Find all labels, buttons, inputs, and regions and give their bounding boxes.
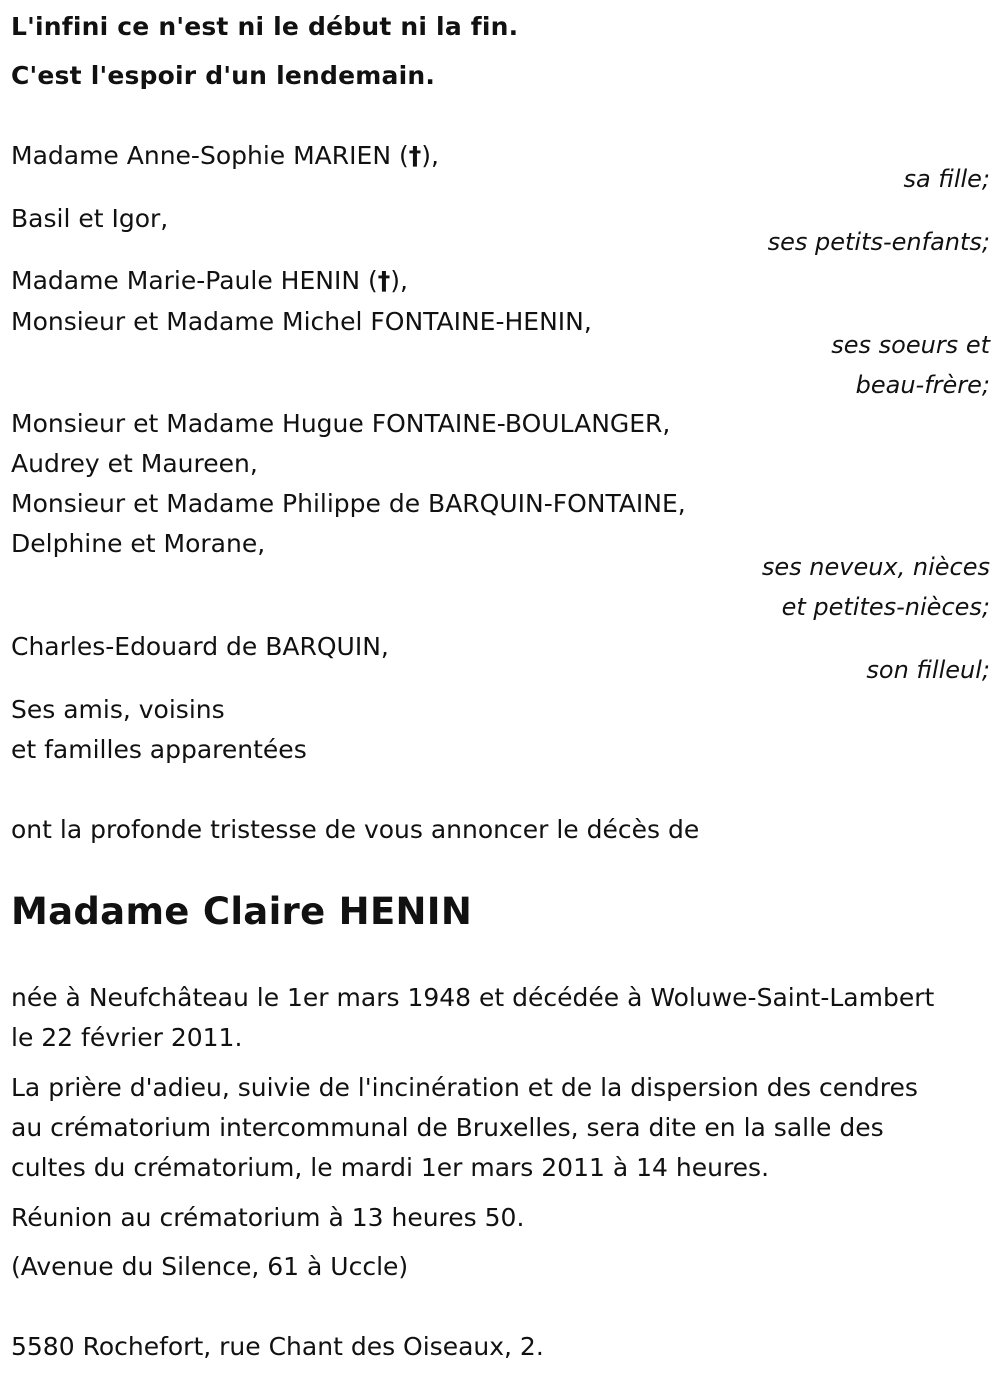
godson-name: Charles-Edouard de BARQUIN, <box>11 632 389 661</box>
sister-1-name <box>11 268 408 293</box>
ceremony-line-3: cultes du crématorium, le mardi 1er mars 2011 à 14 heures. <box>11 1153 770 1182</box>
nephews-line-1: Monsieur et Madame Hugue FONTAINE-BOULANGER, <box>11 409 671 438</box>
sister-1-name-prefix: Madame Marie-Paule HENIN ( <box>11 266 378 295</box>
deceased-name: Madame Claire HENIN <box>11 890 473 933</box>
quote-line-2: C'est l'espoir d'un lendemain. <box>11 61 436 90</box>
relation-nephews-line-1: ses neveux, nièces <box>761 553 990 581</box>
nephews-line-4: Delphine et Morane, <box>11 529 266 558</box>
announcement-text: ont la profonde tristesse de vous annoncer le décès de <box>11 815 700 844</box>
sister-1-name-suffix: ), <box>390 266 408 295</box>
nephews-line-2: Audrey et Maureen, <box>11 449 258 478</box>
meeting-time: Réunion au crématorium à 13 heures 50. <box>11 1203 525 1232</box>
relation-daughter: sa fille; <box>903 165 990 193</box>
cross-icon: † <box>408 141 422 170</box>
daughter-name-prefix: Madame Anne-Sophie MARIEN ( <box>11 141 409 170</box>
grandchildren-names: Basil et Igor, <box>11 204 169 233</box>
friends-line-2: et familles apparentées <box>11 735 307 764</box>
birth-death-line-1: née à Neufchâteau le 1er mars 1948 et décédée à Woluwe-Saint-Lambert <box>11 983 935 1012</box>
friends-line-1: Ses amis, voisins <box>11 695 225 724</box>
relation-grandchildren: ses petits-enfants; <box>767 228 990 256</box>
nephews-line-3: Monsieur et Madame Philippe de BARQUIN-FONTAINE, <box>11 489 686 518</box>
daughter-name-suffix: ), <box>421 141 439 170</box>
relation-sisters-line-1: ses soeurs et <box>831 331 990 359</box>
home-address: 5580 Rochefort, rue Chant des Oiseaux, 2. <box>11 1332 544 1361</box>
sister-2-name: Monsieur et Madame Michel FONTAINE-HENIN, <box>11 307 592 336</box>
ceremony-line-1: La prière d'adieu, suivie de l'incinération et de la dispersion des cendres <box>11 1073 918 1102</box>
relation-sisters-line-2: beau-frère; <box>855 371 990 399</box>
crematorium-address: (Avenue du Silence, 61 à Uccle) <box>11 1252 409 1281</box>
quote-line-1: L'infini ce n'est ni le début ni la fin. <box>11 12 519 41</box>
cross-icon: † <box>377 266 391 295</box>
daughter-name <box>11 143 439 168</box>
birth-death-line-2: le 22 février 2011. <box>11 1023 243 1052</box>
relation-godson: son filleul; <box>866 656 990 684</box>
ceremony-line-2: au crématorium intercommunal de Bruxelles, sera dite en la salle des <box>11 1113 884 1142</box>
relation-nephews-line-2: et petites-nièces; <box>781 593 990 621</box>
